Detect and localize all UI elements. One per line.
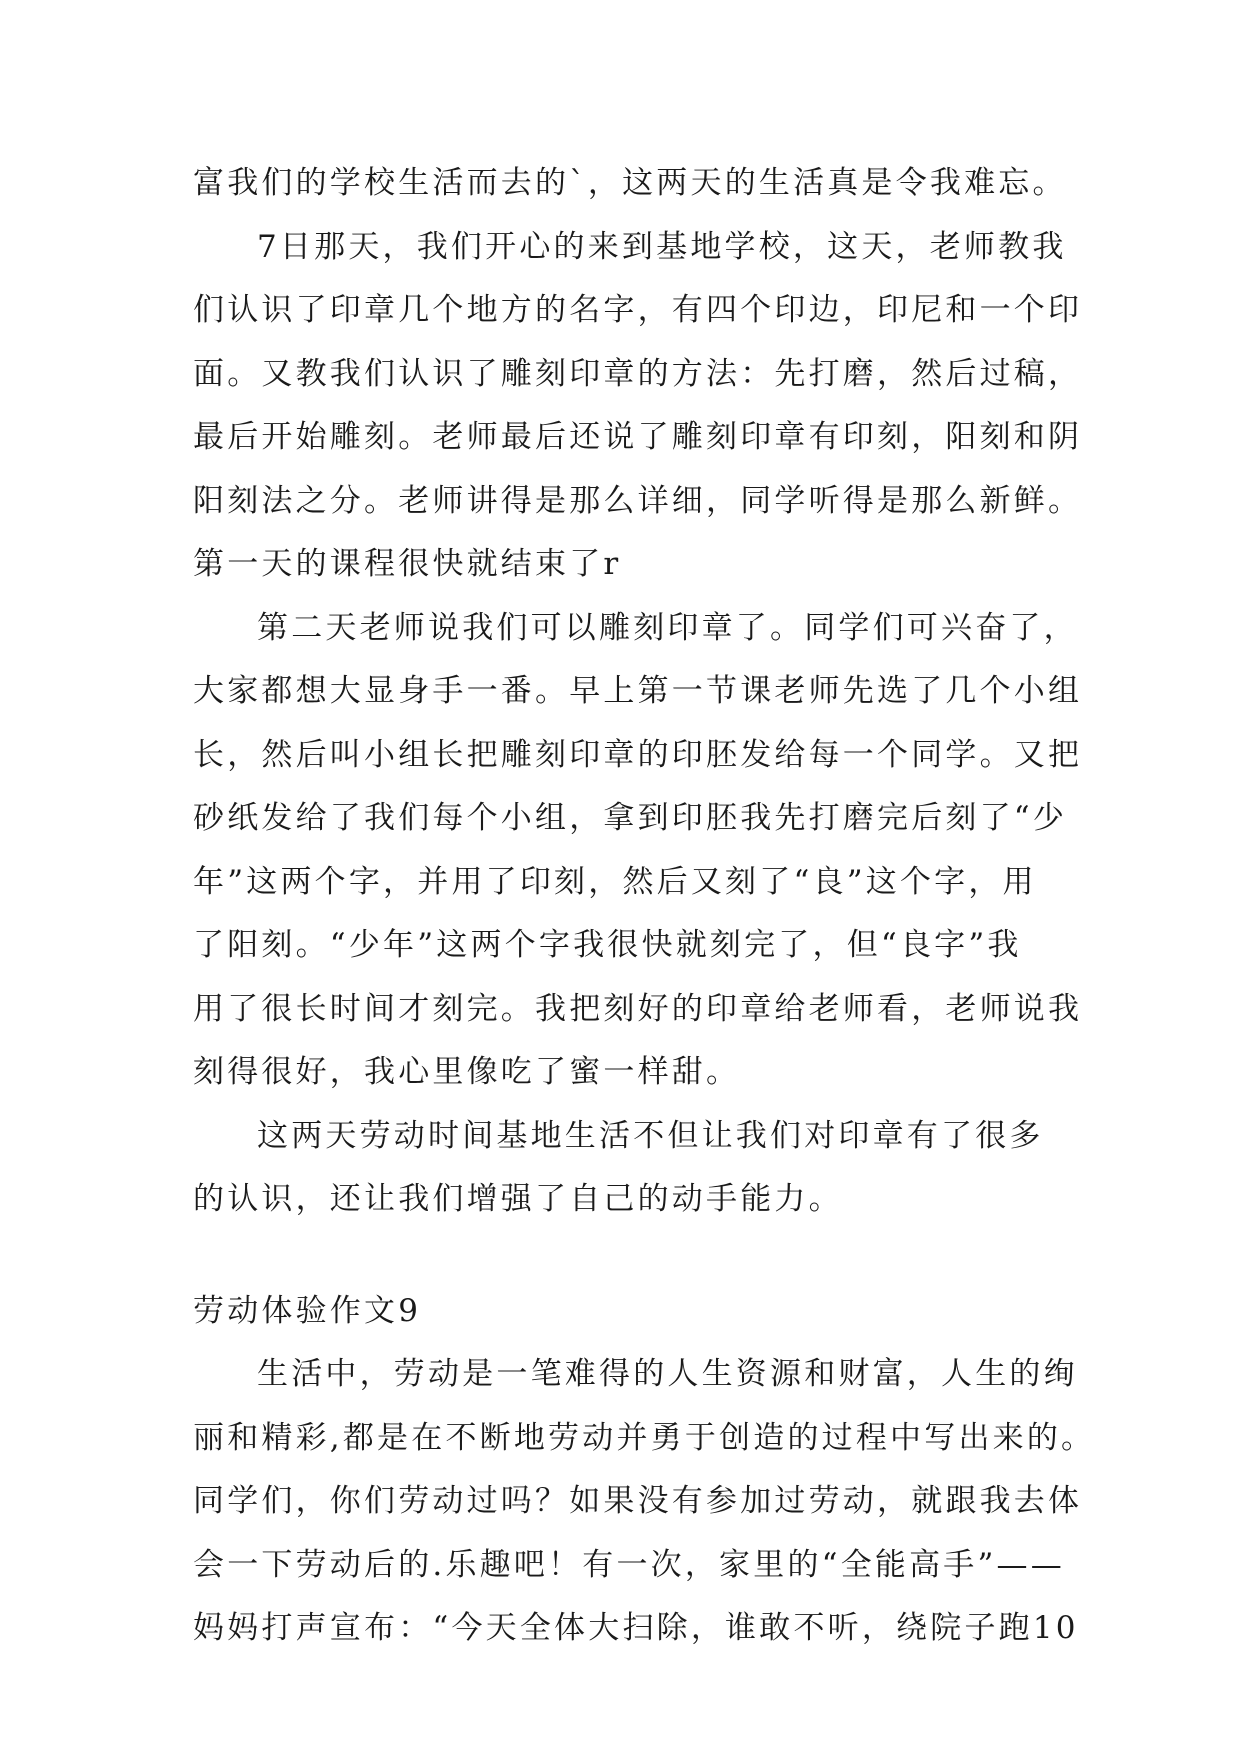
section-heading: 劳动体验作文9: [193, 1292, 422, 1329]
text-line: 大家都想大显身手一番。早上第一节课老师先选了几个小组: [193, 673, 1083, 709]
paragraph-start-line: 7日那天，我们开心的来到基地学校，这天，老师教我: [257, 228, 1067, 265]
text-line: 第一天的课程很快就结束了r: [193, 546, 622, 582]
section-gap: [193, 1232, 1073, 1280]
text-line: 用了很长时间才刻完。我把刻好的印章给老师看，老师说我: [193, 990, 1083, 1027]
text-line: 年”这两个字，并用了印刻，然后又刻了“良”这个字，用: [193, 863, 1037, 900]
text-line: 阳刻法之分。老师讲得是那么详细，同学听得是那么新鲜。: [193, 482, 1083, 519]
text-line: 了阳刻。“少年”这两个字我很快就刻完了，但“良字”我: [193, 927, 1022, 963]
text-line: 砂纸发给了我们每个小组，拿到印胚我先打磨完后刻了“少: [193, 800, 1068, 836]
paragraph-start-line: 第二天老师说我们可以雕刻印章了。同学们可兴奋了，: [257, 609, 1078, 646]
text-line: 刻得很好，我心里像吃了蜜一样甜。: [193, 1054, 741, 1090]
text-line: 长，然后叫小组长把雕刻印章的印胚发给每一个同学。又把: [193, 736, 1083, 773]
text-line: 会一下劳动后的.乐趣吧！有一次，家里的“全能高手”——: [193, 1546, 1065, 1583]
text-line: 面。又教我们认识了雕刻印章的方法：先打磨，然后过稿，: [193, 355, 1083, 392]
text-line: 妈妈打声宣布：“今天全体大扫除，谁敢不听，绕院子跑10: [193, 1610, 1079, 1646]
document-body: [193, 152, 1096, 1661]
text-line: 们认识了印章几个地方的名字，有四个印边，印尼和一个印: [193, 292, 1083, 328]
paragraph-start-line: 这两天劳动时间基地生活不但让我们对印章有了很多: [257, 1117, 1044, 1154]
text-line: 同学们，你们劳动过吗？如果没有参加过劳动，就跟我去体: [193, 1483, 1083, 1519]
text-line: 最后开始雕刻。老师最后还说了雕刻印章有印刻，阳刻和阴: [193, 419, 1083, 455]
paragraph-start-line: 生活中，劳动是一笔难得的人生资源和财富，人生的绚: [257, 1356, 1078, 1392]
text-line: 丽和精彩,都是在不断地劳动并勇于创造的过程中写出来的。: [193, 1419, 1096, 1456]
text-line: 富我们的学校生活而去的`，这两天的生活真是令我难忘。: [193, 165, 1067, 201]
text-line: 的认识，还让我们增强了自己的动手能力。: [193, 1181, 843, 1217]
